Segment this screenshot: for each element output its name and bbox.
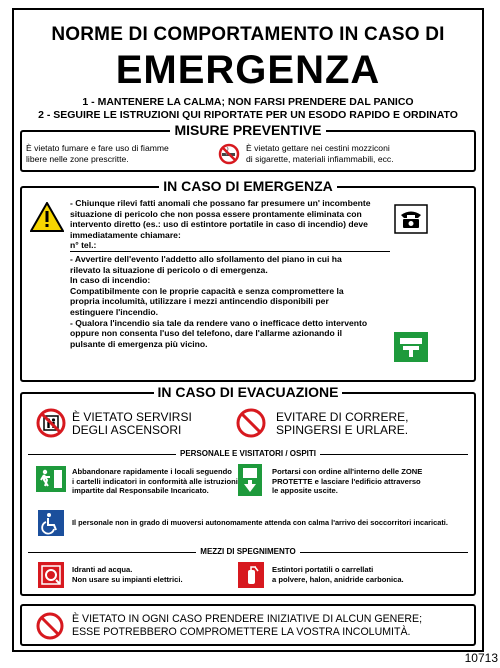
preventive-left-text: [26, 143, 206, 164]
footer-text: [72, 613, 472, 639]
footer-line2: ESSE POTREBBERO COMPROMETTERE LA VOSTRA INCOLUMITÀ.: [72, 626, 411, 638]
no-elevator-line1: È VIETATO SERVIRSI: [72, 410, 192, 424]
preventive-left-line2: libere nelle zone prescritte.: [26, 153, 129, 164]
footer-line1: È VIETATO IN OGNI CASO PRENDERE INIZIATIVE DI ALCUN GENERE;: [72, 613, 423, 625]
emergency-line: - Avvertire dell'evento l'addetto allo sfollamento del piano in cui ha: [70, 253, 342, 264]
preventive-title: MISURE PREVENTIVE: [170, 122, 325, 138]
no-smoking-icon: [218, 143, 240, 165]
telephone-icon: [394, 204, 428, 234]
protected-zone-exit-icon: [238, 464, 262, 496]
emergency-line: intervento diretto (es.: uso di estintore portatile in caso di incendio) deve: [70, 219, 368, 230]
rule-2: 2 - SEGUIRE LE ISTRUZIONI QUI RIPORTATE PER UN ESODO RAPIDO E ORDINATO: [38, 109, 458, 121]
zone-text: [272, 467, 472, 496]
exit-line3: impartite dal Responsabile Incaricato.: [72, 486, 209, 496]
exit-line2: i cartelli indicatori in conformità alle istruzioni: [72, 476, 238, 486]
footer-box: [20, 604, 476, 646]
preventive-right-text: [246, 143, 474, 164]
emergency-box: [20, 178, 476, 382]
evacuation-title: IN CASO DI EVACUAZIONE: [154, 384, 343, 400]
no-elevator-icon: [36, 408, 66, 438]
zone-line3: le apposite uscite.: [272, 486, 338, 496]
emergency-line: situazione di pericolo che non possa essere prontamente eliminata con: [70, 208, 362, 219]
title-line-1: NORME DI COMPORTAMENTO IN CASO DI: [51, 24, 445, 45]
hydrant-line1: Idranti ad acqua.: [72, 565, 133, 574]
extinguisher-line1: Estintori portatili o carrellati: [272, 565, 374, 574]
zone-line2: PROTETTE e lasciare l'edificio attraverso: [272, 476, 421, 486]
emergency-line: - Qualora l'incendio sia tale da rendere vano o inefficace detto intervento: [70, 317, 368, 328]
fire-hydrant-icon: [38, 562, 64, 588]
emergency-title: IN CASO DI EMERGENZA: [159, 178, 337, 194]
emergency-line: - Chiunque rilevi fatti anomali che possano far presumere un' incombente: [70, 198, 371, 208]
staff-heading: PERSONALE E VISITATORI / OSPITI: [176, 449, 320, 458]
emergency-line: propria incolumità, utilizzare i mezzi antincendio disponibili per: [70, 296, 329, 307]
warning-triangle-icon: [30, 202, 64, 232]
wheelchair-icon: [38, 510, 64, 536]
preventive-left-line1: È vietato fumare e fare uso di fiamme: [26, 143, 169, 153]
disabled-text: Il personale non in grado di muoversi autonomamente attenda con calma l'arrivo dei soccorritori incaricati.: [72, 518, 448, 527]
exit-text: [72, 467, 242, 496]
preventive-right-line1: È vietato gettare nei cestini mozziconi: [246, 143, 390, 153]
no-running-icon: [236, 408, 266, 438]
means-heading: MEZZI DI SPEGNIMENTO: [196, 547, 299, 556]
no-running-text: [276, 411, 408, 437]
emergency-instructions: [70, 198, 390, 349]
phone-number-field: n° tel.:: [70, 240, 390, 252]
emergency-line: Compatibilmente con le proprie capacità e senza compromettere la: [70, 285, 344, 296]
preventive-right-line2: di sigarette, materiali infiammabili, ecc.: [246, 153, 394, 164]
no-elevator-text: [72, 411, 192, 437]
emergency-exit-icon: [36, 466, 66, 492]
prohibition-icon: [36, 612, 64, 640]
emergency-line: estinguere l'incendio.: [70, 306, 158, 317]
fire-extinguisher-icon: [238, 562, 264, 588]
no-running-line2: SPINGERSI E URLARE.: [276, 423, 409, 437]
emergency-line: rilevato la situazione di pericolo o di emergenza.: [70, 264, 268, 275]
product-code: 10713: [464, 651, 498, 665]
emergency-line: In caso di incendio:: [70, 275, 151, 286]
hydrant-text: [72, 565, 183, 584]
rule-1: 1 - MANTENERE LA CALMA; NON FARSI PRENDERE DAL PANICO: [82, 96, 414, 108]
evacuation-box: [20, 384, 476, 596]
no-running-line1: EVITARE DI CORRERE,: [276, 410, 409, 424]
title-line-2: EMERGENZA: [115, 48, 381, 92]
zone-line1: Portarsi con ordine all'interno delle ZONE: [272, 467, 423, 476]
extinguisher-line2: a polvere, halon, anidride carbonica.: [272, 574, 404, 584]
emergency-sign: [12, 8, 484, 652]
no-elevator-line2: DEGLI ASCENSORI: [72, 423, 182, 437]
extinguisher-text: [272, 565, 404, 584]
emergency-line: pulsante di emergenza più vicino.: [70, 338, 208, 349]
fire-alarm-button-icon: [394, 332, 428, 362]
emergency-line: immediatamente chiamare:: [70, 229, 181, 240]
exit-line1: Abbandonare rapidamente i locali seguendo: [72, 467, 232, 476]
hydrant-line2: Non usare su impianti elettrici.: [72, 574, 183, 584]
preventive-box: [20, 122, 476, 172]
emergency-line: oppure non consenta l'uso del telefono, dare l'allarme azionando il: [70, 328, 342, 339]
